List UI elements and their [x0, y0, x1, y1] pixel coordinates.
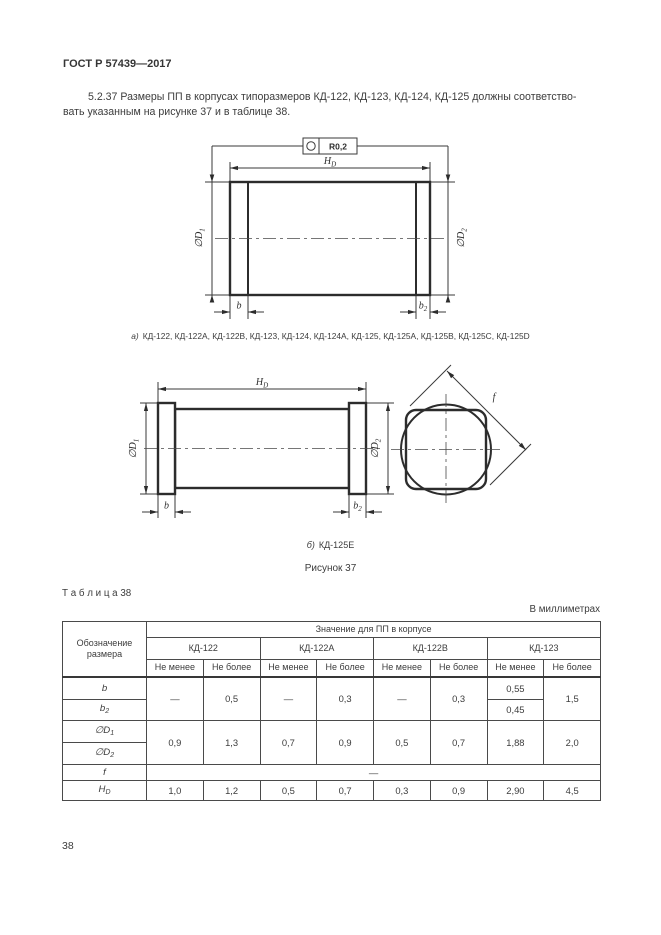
- dim-d2-b-base: ∅D: [370, 442, 381, 459]
- dim-label-d2-b: [370, 438, 383, 458]
- dim-d2-sub: 2: [460, 228, 469, 232]
- cell-kd122a-max: 0,3: [317, 677, 374, 721]
- figure-b-caption: [0, 540, 661, 550]
- header-kd122a: КД-122А: [260, 638, 374, 660]
- cell-kd122b-max: 0,3: [430, 677, 487, 721]
- dim-d2-b-sub: 2: [374, 438, 383, 443]
- cell-kd122a-min: —: [260, 677, 317, 721]
- dim-label-b: [237, 301, 242, 312]
- dim-label-d2: [456, 228, 469, 248]
- row-label-d1-sub: 1: [110, 729, 115, 737]
- header-kd122b: КД-122В: [374, 638, 488, 660]
- dim-b2-b-sub: 2: [358, 505, 362, 513]
- dim-label-hd-b: [255, 377, 268, 390]
- cell-d-0: 0,9: [147, 721, 204, 765]
- cell-d-6: 1,88: [487, 721, 544, 765]
- dim-label-f: [493, 392, 497, 403]
- cell-kd123-max: 1,5: [544, 677, 601, 721]
- dim-b2-sub: 2: [423, 305, 428, 313]
- row-label-b2: [63, 700, 147, 721]
- table-row-b: [63, 677, 601, 700]
- clause-paragraph: [63, 90, 601, 120]
- header-group-title: Значение для ПП в корпусе: [147, 622, 601, 638]
- dim-label-d1: [194, 228, 207, 247]
- clause-line-1: 5.2.37 Размеры ПП в корпусах типоразмеров КД-122, КД-123, КД-124, КД-125 должны соответство-: [88, 91, 577, 103]
- cell-kd123-min-b2: 0,45: [487, 700, 544, 721]
- dim-b2-b-base: b: [353, 500, 359, 512]
- cell-d-3: 0,9: [317, 721, 374, 765]
- table-row-hd: [63, 781, 601, 801]
- table-label: Т а б л и ц а 38: [62, 588, 132, 599]
- table-units: В миллиметрах: [529, 604, 600, 615]
- figure-b-caption-text: КД-125Е: [318, 540, 355, 550]
- cell-d-4: 0,5: [374, 721, 431, 765]
- roundness-icon: [307, 142, 315, 150]
- row-label-d2-base: ∅D: [94, 746, 111, 758]
- dim-b-b-base: b: [164, 500, 169, 512]
- dim-d1-b-base: ∅D: [128, 442, 139, 459]
- figure-a-caption-prefix: а): [131, 331, 139, 341]
- row-label-d2: [63, 743, 147, 765]
- dim-label-b2: [419, 301, 428, 314]
- cell-kd123-min-b: 0,55: [487, 677, 544, 700]
- table-row-d1: [63, 721, 601, 743]
- header-max: Не более: [544, 660, 601, 677]
- row-label-hd-sub: D: [105, 788, 111, 796]
- header-designation: Обозначение размера: [63, 622, 147, 677]
- dim-b2-base: b: [418, 300, 424, 312]
- figure-caption: Рисунок 37: [304, 563, 357, 574]
- header-kd122: КД-122: [147, 638, 261, 660]
- tolerance-frame: [303, 138, 357, 154]
- header-min: Не менее: [374, 660, 431, 677]
- dim-d1-base: ∅D: [194, 231, 205, 248]
- tolerance-value: R0,2: [329, 141, 347, 152]
- page-number: 38: [62, 840, 74, 852]
- cell-d-7: 2,0: [544, 721, 601, 765]
- cell-d-1: 1,3: [203, 721, 260, 765]
- dim-hd-b-base: H: [255, 377, 264, 388]
- row-label-d2-sub: 2: [110, 751, 115, 759]
- cell-kd122-max: 0,5: [203, 677, 260, 721]
- row-label-hd-base: H: [98, 783, 106, 795]
- row-label-b2-sub: 2: [105, 708, 110, 716]
- cell-hd-1: 1,2: [203, 781, 260, 801]
- cell-hd-7: 4,5: [544, 781, 601, 801]
- cell-kd122-min: —: [147, 677, 204, 721]
- row-label-b-base: b: [101, 682, 108, 694]
- dim-label-b2-b: [353, 501, 362, 514]
- row-label-f-base: f: [103, 766, 106, 778]
- clause-line-2: вать указанным на рисунке 37 и в таблице 38.: [63, 106, 291, 118]
- figure-a-caption-text: КД-122, КД-122А, КД-122В, КД-123, КД-124, КД-124А, КД-125, КД-125А, КД-125В, КД-125С, КД-125D: [142, 331, 530, 341]
- row-label-hd: [63, 781, 147, 801]
- figure-b-drawing: [128, 356, 568, 524]
- dim-b-base: b: [236, 300, 242, 312]
- figure-b-caption-prefix: б): [306, 540, 315, 550]
- dimensions-table: [62, 621, 601, 801]
- row-label-d1: [63, 721, 147, 743]
- figure-a-caption: [0, 331, 661, 341]
- dim-hd-b-sub: D: [263, 381, 269, 390]
- row-label-f: [63, 765, 147, 781]
- dim-d1-sub: 1: [198, 228, 207, 232]
- cell-hd-0: 1,0: [147, 781, 204, 801]
- header-max: Не более: [203, 660, 260, 677]
- document-title: ГОСТ Р 57439—2017: [63, 58, 172, 70]
- cell-d-2: 0,7: [260, 721, 317, 765]
- table-row-f: [63, 765, 601, 781]
- dim-hd-sub: D: [331, 160, 337, 169]
- cell-hd-2: 0,5: [260, 781, 317, 801]
- row-label-b: [63, 677, 147, 700]
- header-min: Не менее: [260, 660, 317, 677]
- row-label-d1-base: ∅D: [94, 724, 111, 736]
- dim-f-base: f: [492, 392, 496, 403]
- header-max: Не более: [317, 660, 374, 677]
- dim-label-hd: [323, 156, 336, 169]
- dim-d1-b-sub: 1: [132, 438, 141, 443]
- cell-hd-3: 0,7: [317, 781, 374, 801]
- cell-hd-6: 2,90: [487, 781, 544, 801]
- cell-f: —: [147, 765, 601, 781]
- header-kd123: КД-123: [487, 638, 601, 660]
- dim-d2-base: ∅D: [456, 231, 467, 248]
- header-min: Не менее: [487, 660, 544, 677]
- cell-kd122b-min: —: [374, 677, 431, 721]
- cell-d-5: 0,7: [430, 721, 487, 765]
- header-min: Не менее: [147, 660, 204, 677]
- table-38: [62, 621, 601, 801]
- cell-hd-4: 0,3: [374, 781, 431, 801]
- dim-hd-base: H: [323, 156, 332, 167]
- dim-label-b-b: [164, 501, 169, 512]
- cell-hd-5: 0,9: [430, 781, 487, 801]
- header-max: Не более: [430, 660, 487, 677]
- row-label-b2-base: b: [99, 703, 106, 715]
- dim-label-d1-b: [128, 439, 141, 458]
- figure-a-drawing: [180, 131, 480, 331]
